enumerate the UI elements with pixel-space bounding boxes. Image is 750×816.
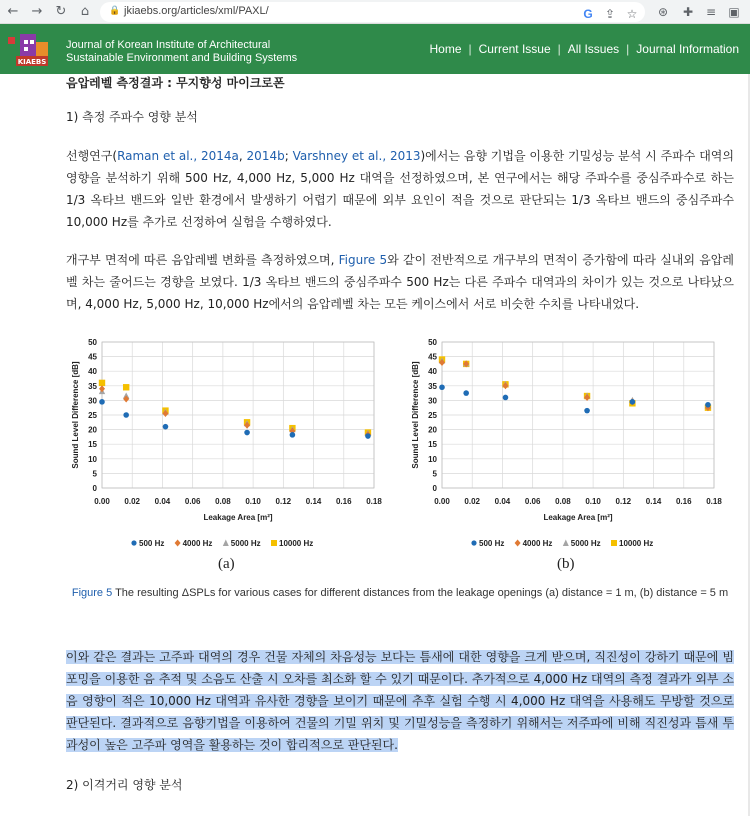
y-tick-label: 0 [92,484,97,493]
data-point-10000hz [99,380,105,386]
data-point-500hz [463,390,469,396]
x-tick-label: 0.08 [555,497,571,506]
x-tick-label: 0.14 [645,497,662,506]
nav-current-issue[interactable]: Current Issue [478,42,551,56]
x-tick-label: 0.16 [675,497,692,506]
y-tick-label: 0 [432,484,437,493]
chart-b [406,330,736,560]
y-tick-label: 35 [88,381,97,391]
legend-label: 4000 Hz [522,539,553,548]
legend-marker-4000hz [175,540,181,547]
home-icon[interactable]: ⌂ [80,4,90,19]
y-tick-label: 25 [428,411,437,420]
x-tick-label: 0.06 [524,497,541,506]
chart-b-svg [406,330,736,560]
address-bar[interactable] [100,2,645,22]
google-lens-icon[interactable]: G [583,7,593,21]
nav-all-issues[interactable]: All Issues [567,42,620,56]
x-axis-label: Leakage Area [m²] [203,513,273,522]
section-heading: 음압레벨 측정결과 : 무지향성 마이크로폰 [66,76,285,90]
y-tick-label: 50 [428,338,437,347]
puzzle-icon[interactable]: ✚ [682,5,694,19]
x-tick-label: 0.10 [585,497,601,506]
y-tick-label: 10 [428,454,437,464]
caption-text: The resulting ΔSPLs for various cases for different distances from the leakage openings (a) distance = 1 m, (b) distance = 5 m [112,587,729,599]
ref-2014b[interactable]: 2014b [246,149,285,163]
x-axis-label: Leakage Area [m²] [543,513,613,522]
x-tick-label: 0.00 [94,497,110,506]
back-icon[interactable]: ← [7,4,19,19]
y-tick-label: 50 [88,338,97,347]
x-tick-label: 0.02 [124,497,141,506]
data-point-500hz [244,430,250,436]
y-axis-label: Sound Level Difference [dB] [411,361,420,469]
data-point-500hz [705,402,711,408]
y-tick-label: 5 [432,469,437,479]
y-tick-label: 5 [92,469,97,479]
data-point-4000hz [99,385,105,392]
y-tick-label: 45 [428,352,437,362]
x-tick-label: 0.10 [245,497,261,506]
main-nav: Home | Current Issue | All Issues | Journal Information [429,42,739,56]
legend-label: 10000 Hz [279,539,314,548]
selected-text[interactable]: 이와 같은 결과는 고주파 대역의 경우 건물 자체의 차음성능 보다는 틈새에 대한 영향을 크게 받으며, 직진성이 강하기 때문에 빔포밍을 이용한 음 추적 및 소음도 산출 시 오차를 최소화 할 수 있기 때문이다. 추가적으로 4,000 Hz 대역의 측정 결과가 외부 소음 영향이 적은 10,000 Hz 대역과 유사한 경향을 보이기 때문에 추후 실험 수행 시 4,000 Hz 대역을 사용해도 무방할 것으로 판단된다. 결과적으로 음향기법을 이용하여 건물의 기밀 위치 및 기밀성능을 측정하기 위해서는 저주파에 비해 직진성과 틈새 투과성이 높은 고주파 영역을 활용하는 것이 합리적으로 판단된다. [66,650,734,752]
legend-marker-4000hz [515,540,521,547]
subsection-heading-2: 2) 이격거리 영향 분석 [66,778,183,792]
legend-marker-10000hz [271,540,277,546]
url-text[interactable]: jkiaebs.org/articles/xml/PAXL/ [124,5,269,17]
ref-varshney-2013[interactable]: Varshney et al., 2013 [292,149,421,163]
x-tick-label: 0.04 [154,497,171,506]
y-tick-label: 20 [88,425,97,435]
y-tick-label: 40 [88,367,97,377]
browser-toolbar [0,0,750,24]
legend-label: 500 Hz [139,539,165,548]
legend-label: 4000 Hz [182,539,213,548]
ref-raman-2014a[interactable]: Raman et al., 2014a [117,149,239,163]
site-header [0,24,750,74]
legend-marker-500hz [471,540,476,545]
extension-icon[interactable]: ⊛ [657,5,669,19]
bookmark-star-icon[interactable]: ☆ [626,7,638,21]
share-icon[interactable]: ⇪ [604,7,616,21]
y-tick-label: 40 [428,367,437,377]
y-axis-label: Sound Level Difference [dB] [71,361,80,469]
paragraph-3 [66,646,734,756]
x-tick-label: 0.14 [305,497,322,506]
legend-label: 5000 Hz [570,539,601,548]
reload-icon[interactable]: ↻ [55,4,67,19]
data-point-500hz [584,408,590,414]
y-tick-label: 15 [428,440,437,450]
legend-label: 5000 Hz [230,539,261,548]
sidebar-icon[interactable]: ▣ [728,5,740,19]
reading-list-icon[interactable]: ≡ [705,5,717,19]
figure-caption [66,586,734,600]
data-point-500hz [365,433,371,439]
journal-title-line2: Sustainable Environment and Building Systems [66,52,298,64]
data-point-500hz [290,432,296,438]
x-tick-label: 0.18 [706,497,722,506]
legend-marker-10000hz [611,540,617,546]
y-tick-label: 10 [88,454,97,464]
x-tick-label: 0.02 [464,497,481,506]
legend-marker-500hz [131,540,136,545]
x-tick-label: 0.16 [335,497,352,506]
x-tick-label: 0.08 [215,497,231,506]
data-point-500hz [123,412,129,418]
x-tick-label: 0.04 [494,497,511,506]
chart-a [66,330,396,560]
forward-icon[interactable]: → [31,4,43,19]
lock-icon[interactable]: 🔒 [109,6,121,16]
data-point-500hz [503,395,509,401]
y-tick-label: 25 [88,411,97,420]
y-tick-label: 15 [88,440,97,450]
x-tick-label: 0.00 [434,497,450,506]
nav-home[interactable]: Home [429,42,462,56]
legend-marker-5000hz [223,540,229,547]
subfigure-label-b: (b) [557,556,575,572]
y-tick-label: 35 [428,381,437,391]
y-tick-label: 30 [88,396,97,406]
paragraph-2: 개구부 면적에 따른 음압레벨 변화를 측정하였으며, Figure 5와 같이 전반적으로 개구부의 면적이 증가함에 따라 실내외 음압레벨 차는 줄어드는 경향을 보였다. 1/3 옥타브 밴드의 중심주파수 500 Hz는 다른 주파수 대역과의 차이가 있는 것으로 나타났으며, 4,000 Hz, 5,000 Hz, 10,000 Hz에서의 음압레벨 차는 모든 케이스에서 서로 비슷한 수치를 나타내었다. [66,253,734,311]
legend-marker-5000hz [563,540,569,547]
data-point-500hz [99,399,105,405]
chart-a-svg [66,330,396,560]
x-tick-label: 0.12 [615,497,632,506]
x-tick-label: 0.06 [184,497,201,506]
legend-label: 10000 Hz [619,539,654,548]
journal-logo[interactable] [8,34,52,68]
nav-journal-information[interactable]: Journal Information [636,42,739,56]
subfigure-label-a: (a) [218,556,235,572]
logo-text: KIAEBS [17,58,47,66]
data-point-500hz [439,384,445,390]
data-point-500hz [163,424,169,430]
data-point-10000hz [123,384,129,390]
y-tick-label: 30 [428,396,437,406]
journal-title[interactable] [66,39,297,65]
x-tick-label: 0.12 [275,497,292,506]
caption-label: Figure 5 [71,587,113,599]
data-point-500hz [630,399,636,405]
journal-title-line1: Journal of Korean Institute of Architectural [66,39,271,51]
legend-label: 500 Hz [479,539,505,548]
subsection-heading-1: 1) 측정 주파수 영향 분석 [66,110,198,124]
x-tick-label: 0.18 [366,497,382,506]
y-tick-label: 20 [428,425,437,435]
y-tick-label: 45 [88,352,97,362]
figure-5-link[interactable]: Figure 5 [338,253,388,267]
paragraph-1: 선행연구(Raman et al., 2014a, 2014b; Varshney et al., 2013)에서는 음향 기법을 이용한 기밀성능 분석 시 주파수 대역의 영향을 분석하기 위해 500 Hz, 4,000 Hz, 5,000 Hz 대역을 선정하였으며, 본 연구에서는 해당 주파수를 중심주파수로 하는 1/3 옥타브 밴드와 일반 환경에서 발생하기 어렵기 때문에 외부 요인이 적을 것으로 판단되는 1/3 옥타브 밴드의 중심주파수 10,000 Hz를 추가로 선정하여 실험을 수행하였다. [66,149,734,229]
